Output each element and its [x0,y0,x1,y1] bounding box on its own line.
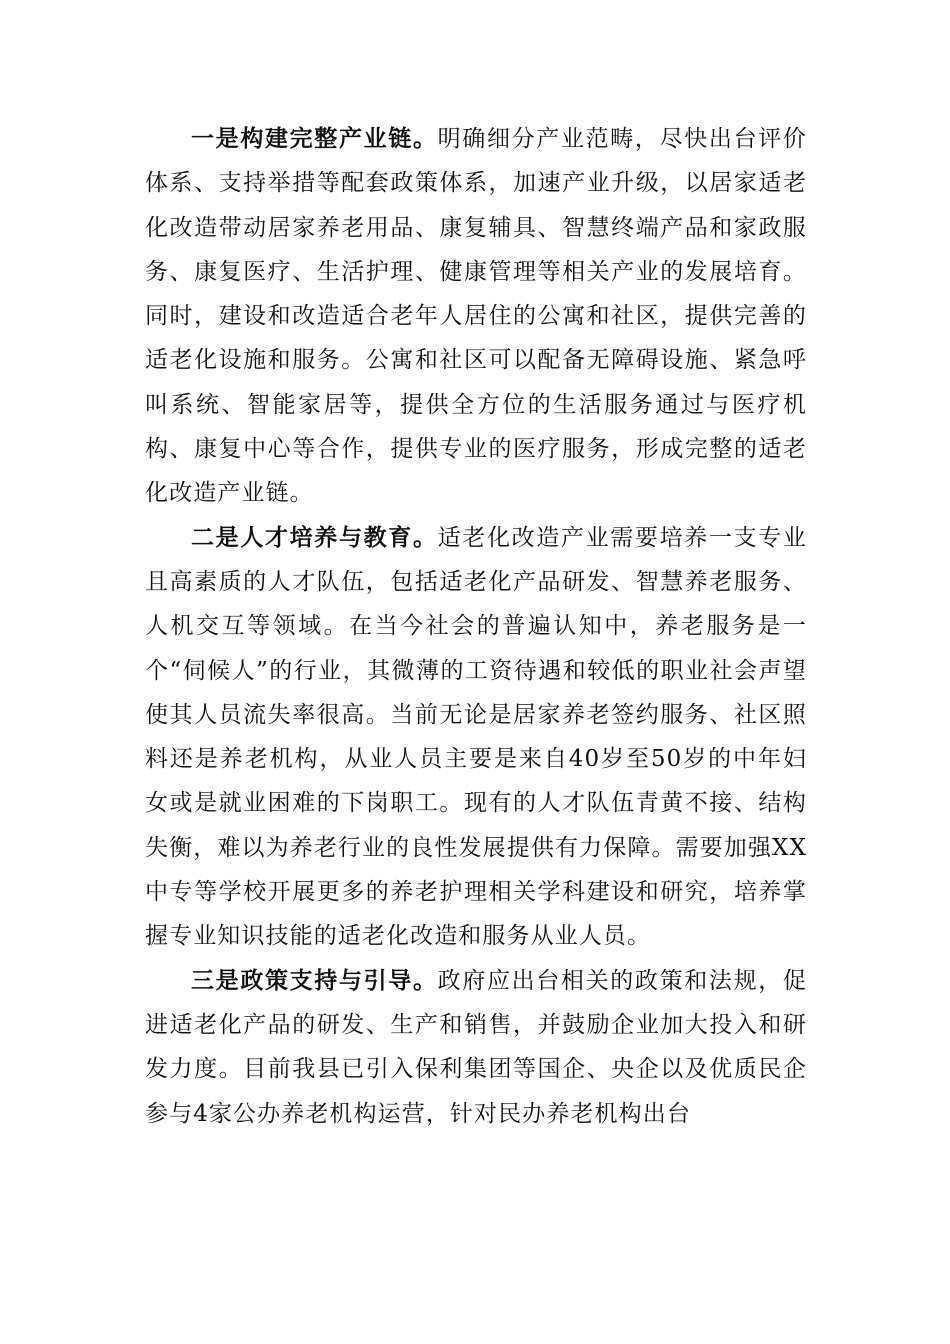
paragraph-policy-support [145,959,807,1136]
document-page [145,117,807,1136]
paragraph-talent-training [145,516,807,959]
paragraph-body: 适老化改造产业需要培养一支专业且高素质的人才队伍，包括适老化产品研发、智慧养老服务、人机交互等领域。在当今社会的普遍认知中，养老服务是一个“伺候人”的行业，其微薄的工资待遇和较低的职业社会声望使其人员流失率很高。当前无论是居家养老签约服务、社区照料还是养老机构，从业人员主要是来自40岁至50岁的中年妇女或是就业困难的下岗职工。现有的人才队伍青黄不接、结构失衡，难以为养老行业的良性发展提供有力保障。需要加强XX中专等学校开展更多的养老护理相关学科建设和研究，培养掌握专业知识技能的适老化改造和服务从业人员。 [145,524,807,950]
paragraph-lead: 三是政策支持与引导。 [191,966,438,994]
paragraph-body: 明确细分产业范畴，尽快出台评价体系、支持举措等配套政策体系，加速产业升级，以居家适老化改造带动居家养老用品、康复辅具、智慧终端产品和家政服务、康复医疗、生活护理、健康管理等相关产业的发展培育。同时，建设和改造适合老年人居住的公寓和社区，提供完善的适老化设施和服务。公寓和社区可以配备无障碍设施、紧急呼叫系统、智能家居等，提供全方位的生活服务通过与医疗机构、康复中心等合作，提供专业的医疗服务，形成完整的适老化改造产业链。 [145,126,807,507]
paragraph-lead: 一是构建完整产业链。 [191,125,438,152]
paragraph-industry-chain [145,117,807,516]
paragraph-body: 政府应出台相关的政策和法规，促进适老化产品的研发、生产和销售，并鼓励企业加大投入和研发力度。目前我县已引入保利集团等国企、央企以及优质民企参与4家公办养老机构运营，针对民办养老机构出台 [145,967,807,1127]
paragraph-lead: 二是人才培养与教育。 [191,523,438,551]
